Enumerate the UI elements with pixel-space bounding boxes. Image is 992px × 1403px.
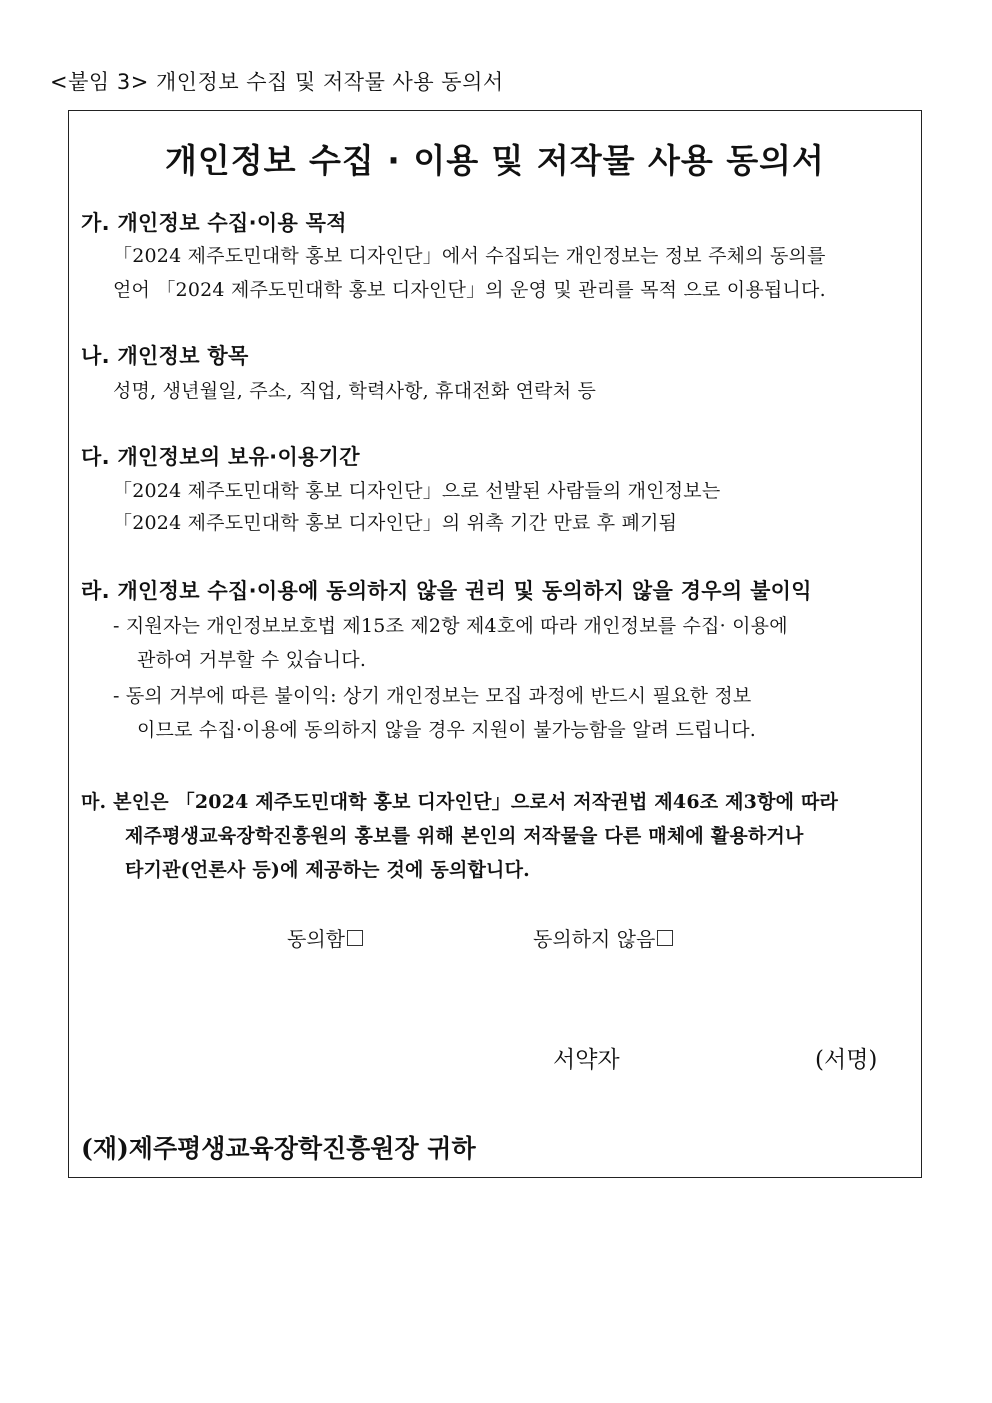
section-na-heading: 나. 개인정보 항목 <box>81 344 249 368</box>
section-ra-line-1: - 지원자는 개인정보보호법 제15조 제2항 제4호에 따라 개인정보를 수집· 이용에 <box>113 615 788 637</box>
attachment-label: <붙임 3> 개인정보 수집 및 저작물 사용 동의서 <box>50 70 504 94</box>
section-ma-line-2: 제주평생교육장학진흥원의 홍보를 위해 본인의 저작물을 다른 매체에 활용하거나 <box>125 825 804 847</box>
document-title: 개인정보 수집 · 이용 및 저작물 사용 동의서 <box>165 141 825 180</box>
section-da-heading: 다. 개인정보의 보유·이용기간 <box>81 445 360 469</box>
disagree-checkbox[interactable] <box>657 930 673 946</box>
section-ra-line-2: 관하여 거부할 수 있습니다. <box>137 649 367 671</box>
section-ra-heading: 라. 개인정보 수집·이용에 동의하지 않을 권리 및 동의하지 않을 경우의 불이익 <box>81 579 812 603</box>
agree-option[interactable] <box>287 923 363 952</box>
section-ga-heading: 가. 개인정보 수집·이용 목적 <box>81 211 347 235</box>
section-da-line-1: 「2024 제주도민대학 홍보 디자인단」으로 선발된 사람들의 개인정보는 <box>113 480 721 502</box>
disagree-option[interactable] <box>533 923 673 952</box>
section-ga-line-1: 「2024 제주도민대학 홍보 디자인단」에서 수집되는 개인정보는 정보 주체의 동의를 <box>113 245 826 267</box>
section-na-line-1: 성명, 생년월일, 주소, 직업, 학력사항, 휴대전화 연락처 등 <box>113 380 597 402</box>
section-ra-line-4: 이므로 수집·이용에 동의하지 않을 경우 지원이 불가능함을 알려 드립니다. <box>137 719 757 741</box>
agree-label: 동의함 <box>287 927 345 951</box>
section-da-line-2: 「2024 제주도민대학 홍보 디자인단」의 위촉 기간 만료 후 폐기됨 <box>113 512 678 534</box>
agree-checkbox[interactable] <box>347 930 363 946</box>
section-ra-line-3: - 동의 거부에 따른 불이익: 상기 개인정보는 모집 과정에 반드시 필요한 정보 <box>113 685 752 707</box>
section-ma-line-3: 타기관(언론사 등)에 제공하는 것에 동의합니다. <box>125 859 530 881</box>
section-ma-line-1: 마. 본인은 「2024 제주도민대학 홍보 디자인단」으로서 저작권법 제46조 제3항에 따라 <box>81 791 839 813</box>
consent-form <box>68 110 922 1178</box>
signature-mark[interactable]: (서명) <box>815 1047 878 1073</box>
signer-label: 서약자 <box>553 1047 620 1073</box>
section-ga-line-2: 얻어 「2024 제주도민대학 홍보 디자인단」의 운영 및 관리를 목적 으로 이용됩니다. <box>113 279 826 301</box>
addressee: (재)제주평생교육장학진흥원장 귀하 <box>81 1134 476 1163</box>
disagree-label: 동의하지 않음 <box>533 927 656 951</box>
